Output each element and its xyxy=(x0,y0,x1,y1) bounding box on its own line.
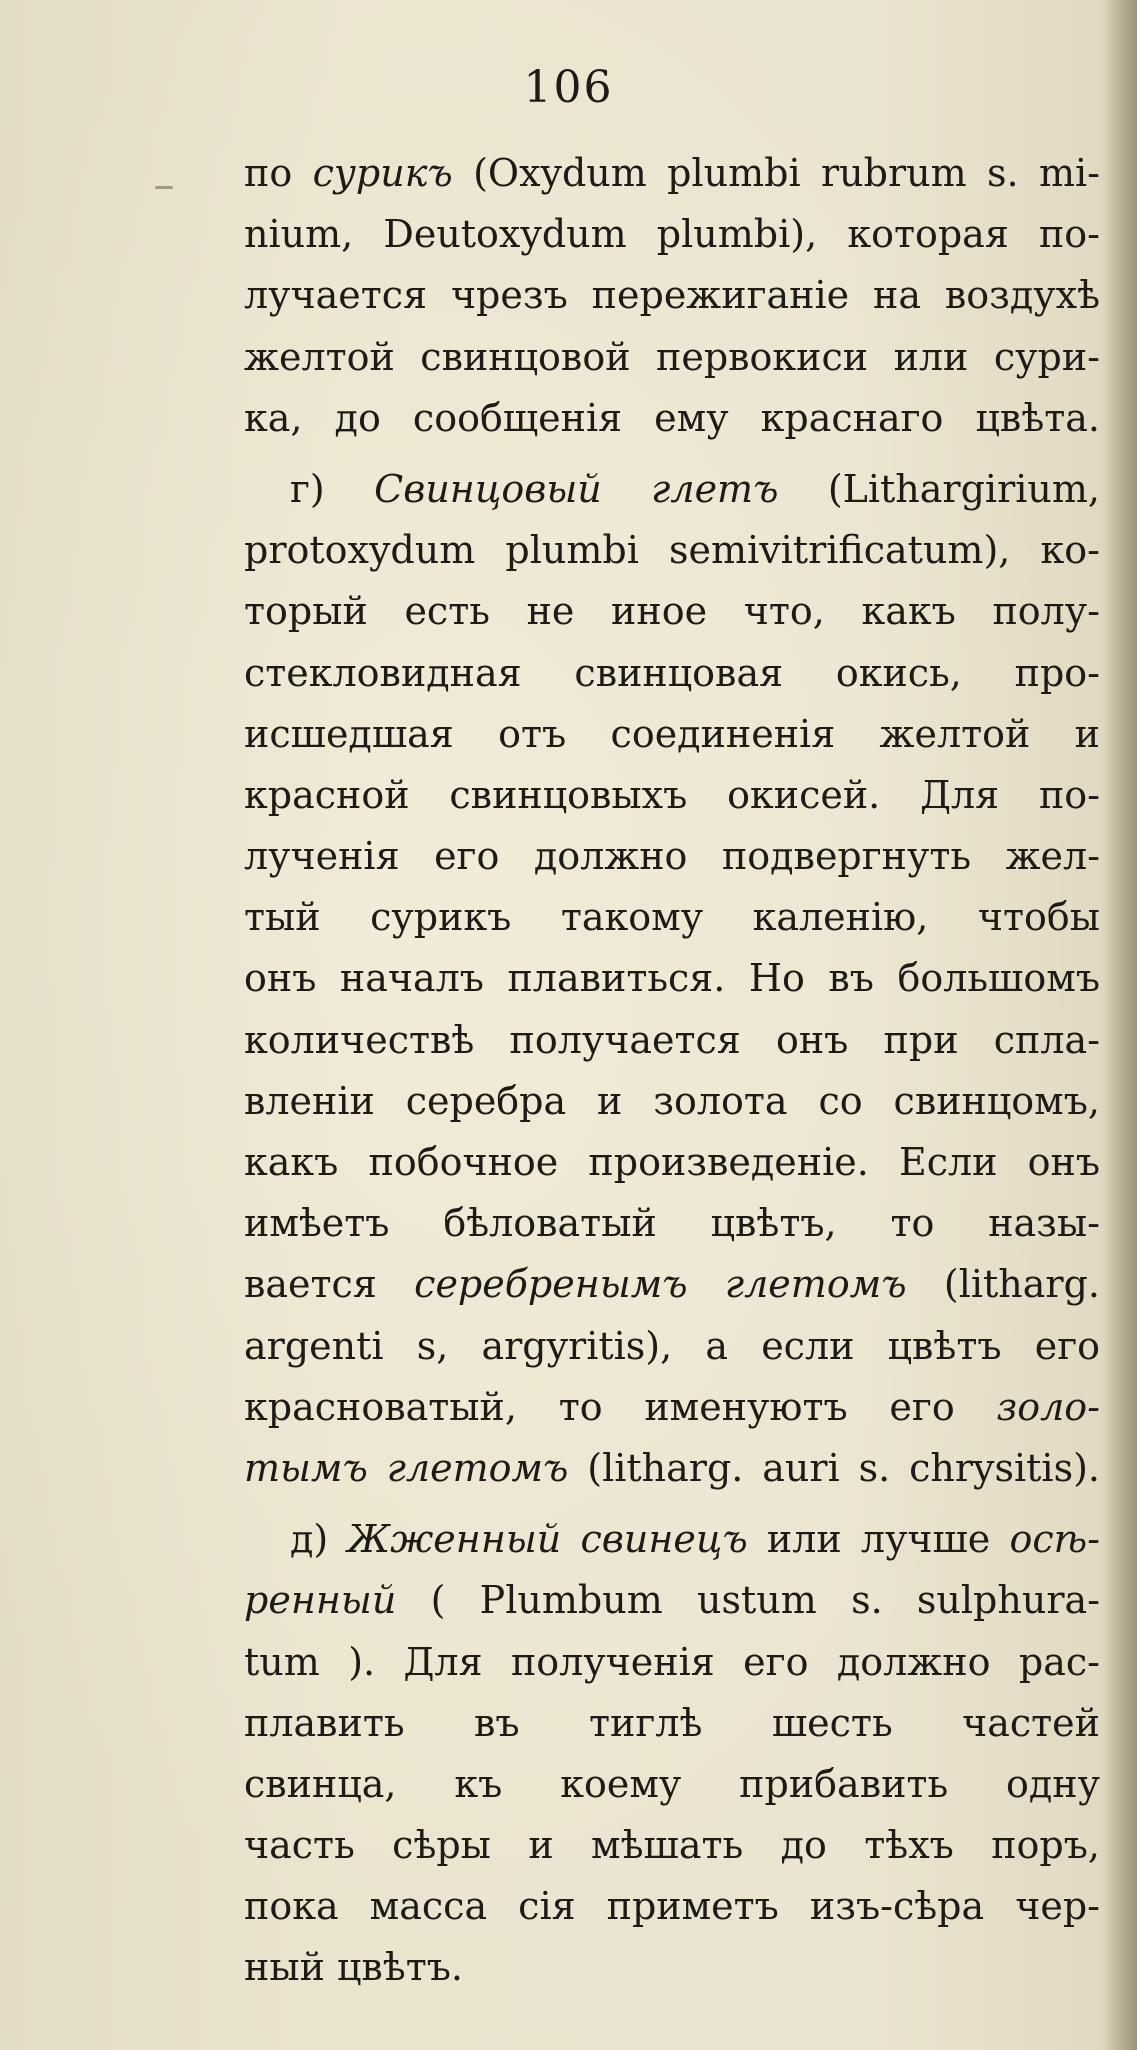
text-line xyxy=(244,1754,1100,1815)
text-run: г) xyxy=(290,466,375,511)
text-line xyxy=(244,1937,1100,1998)
body-text xyxy=(244,143,1100,1999)
text-run: пока масса сія приметъ изъ-сѣра чер- xyxy=(244,1884,1100,1929)
text-run: tum ). Для полученія его должно рас- xyxy=(244,1639,1100,1684)
italic-term: Свинцовый глетъ xyxy=(374,466,779,511)
text-line xyxy=(244,265,1100,326)
text-run: свинца, къ коему прибавить одну xyxy=(244,1761,1100,1806)
text-line xyxy=(244,826,1100,887)
text-run: (litharg. auri s. chrysitis). xyxy=(568,1445,1100,1490)
text-run: (Lithargirium, xyxy=(778,466,1100,511)
text-run: часть сѣры и мѣшать до тѣхъ поръ, xyxy=(244,1823,1100,1868)
text-run: nium, Deutoxydum plumbi), которая по- xyxy=(244,212,1100,257)
text-line xyxy=(244,459,1100,520)
text-run: количествѣ получается онъ при спла- xyxy=(244,1017,1100,1062)
italic-term: серебренымъ глетомъ xyxy=(414,1262,907,1307)
page-edge-shadow xyxy=(1103,0,1137,2050)
page-number: 106 xyxy=(523,62,614,113)
text-line xyxy=(244,581,1100,642)
text-run: protoxydum plumbi semivitrificatum), ко- xyxy=(244,528,1100,573)
italic-term: осѣ- xyxy=(1009,1517,1100,1562)
text-line xyxy=(244,1570,1100,1631)
text-run: ( Plumbum ustum s. sulphura- xyxy=(396,1578,1100,1623)
text-line xyxy=(244,643,1100,704)
text-line xyxy=(244,1509,1100,1570)
text-line xyxy=(244,765,1100,826)
text-line xyxy=(244,1193,1100,1254)
text-run: или лучше xyxy=(747,1517,1010,1562)
text-run: имѣетъ бѣловатый цвѣтъ, то назы- xyxy=(244,1201,1100,1246)
text-run: тый сурикъ такому каленію, чтобы xyxy=(244,895,1100,940)
text-line xyxy=(244,1632,1100,1693)
italic-term: золо- xyxy=(996,1384,1100,1429)
text-run: лученія его должно подвергнуть жел- xyxy=(244,834,1100,879)
italic-term: Жженный свинецъ xyxy=(347,1517,748,1562)
text-run: стекловидная свинцовая окись, про- xyxy=(244,650,1100,695)
text-run: красной свинцовыхъ окисей. Для по- xyxy=(244,772,1100,817)
text-run: красноватый, то именуютъ его xyxy=(244,1384,997,1429)
text-line xyxy=(244,1438,1100,1499)
text-line xyxy=(244,1693,1100,1754)
text-line xyxy=(244,1316,1100,1377)
text-run: какъ побочное произведеніе. Если онъ xyxy=(244,1140,1100,1184)
text-line xyxy=(244,388,1100,449)
text-line xyxy=(244,948,1100,1009)
text-run: лучается чрезъ пережиганіе на воздухѣ xyxy=(244,273,1100,318)
text-line xyxy=(244,704,1100,765)
italic-term: сурикъ xyxy=(312,151,453,195)
text-run: argenti s, argyritis), а если цвѣтъ его xyxy=(244,1323,1100,1368)
italic-term: тымъ глетомъ xyxy=(244,1445,569,1490)
text-line xyxy=(244,327,1100,388)
text-run: желтой свинцовой первокиси или сури- xyxy=(244,334,1100,379)
text-line xyxy=(244,1815,1100,1876)
text-line xyxy=(244,1010,1100,1071)
text-line xyxy=(244,1377,1100,1438)
text-run: (Oxydum plumbi rubrum s. mi- xyxy=(452,151,1100,195)
text-line xyxy=(244,204,1100,265)
text-run: (litharg. xyxy=(906,1262,1100,1307)
text-run: торый есть не иное что, какъ полу- xyxy=(244,589,1100,634)
text-run: д) xyxy=(290,1517,348,1562)
italic-term: ренный xyxy=(244,1578,397,1623)
text-run: вается xyxy=(244,1262,415,1307)
text-run: вленіи серебра и золота со свинцомъ, xyxy=(244,1078,1100,1123)
text-line xyxy=(244,1071,1100,1132)
text-line xyxy=(244,143,1100,204)
text-run: ка, до сообщенія ему краснаго цвѣта. xyxy=(244,395,1100,440)
text-run: плавить въ тиглѣ шесть частей xyxy=(244,1700,1100,1745)
text-run: ный цвѣтъ. xyxy=(244,1945,464,1990)
text-run: исшедшая отъ соединенія желтой и xyxy=(244,711,1100,756)
text-run: по xyxy=(244,151,313,195)
text-line xyxy=(244,1254,1100,1315)
text-line xyxy=(244,887,1100,948)
text-line xyxy=(244,1876,1100,1937)
text-run: онъ началъ плавиться. Но въ большомъ xyxy=(244,956,1100,1001)
text-line xyxy=(244,520,1100,581)
text-line xyxy=(244,1132,1100,1193)
ink-speck xyxy=(155,186,173,189)
